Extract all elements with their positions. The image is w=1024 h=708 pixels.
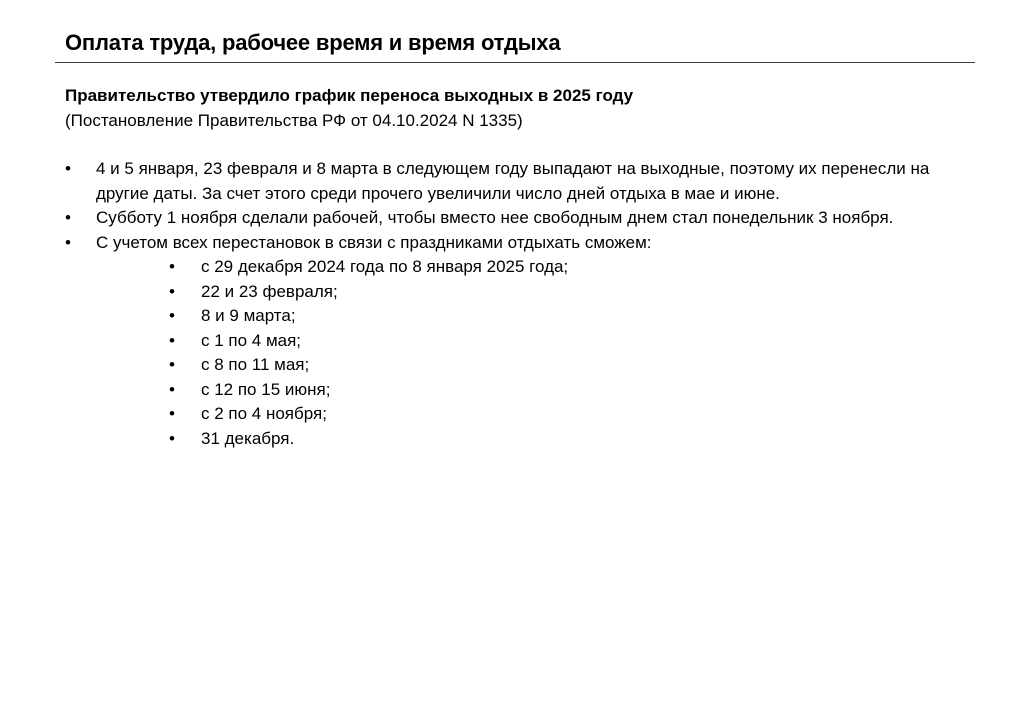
- article-body: [65, 84, 945, 451]
- rest-period-item: • 31 декабря.: [169, 427, 945, 452]
- rest-period-item: • 22 и 23 февраля;: [169, 280, 945, 305]
- list-item: • 4 и 5 января, 23 февраля и 8 марта в следующем году выпадают на выходные, поэтому их перенесли на другие даты. За счет этого среди прочего увеличили число дней отдыха в мае и июне.: [65, 157, 945, 206]
- rest-period-item: • 8 и 9 марта;: [169, 304, 945, 329]
- spacer: [65, 133, 945, 157]
- rest-period-item: • с 2 по 4 ноября;: [169, 402, 945, 427]
- rest-periods-list: [96, 255, 945, 451]
- rest-period-item: • с 8 по 11 мая;: [169, 353, 945, 378]
- article-heading: Правительство утвердило график переноса выходных в 2025 году: [65, 86, 634, 105]
- list-item: • Субботу 1 ноября сделали рабочей, чтобы вместо нее свободным днем стал понедельник 3 ноября.: [65, 206, 945, 231]
- article-source: (Постановление Правительства РФ от 04.10.2024 N 1335): [65, 110, 523, 130]
- rest-period-item: • с 12 по 15 июня;: [169, 378, 945, 403]
- bullet-list: [65, 157, 945, 451]
- list-item: [65, 231, 945, 452]
- title-divider: [55, 62, 975, 63]
- list-item-text: С учетом всех перестановок в связи с праздниками отдыхать сможем:: [96, 232, 652, 252]
- rest-period-item: • с 29 декабря 2024 года по 8 января 2025 года;: [169, 255, 945, 280]
- rest-period-item: • с 1 по 4 мая;: [169, 329, 945, 354]
- page-title: Оплата труда, рабочее время и время отдыха: [65, 30, 561, 55]
